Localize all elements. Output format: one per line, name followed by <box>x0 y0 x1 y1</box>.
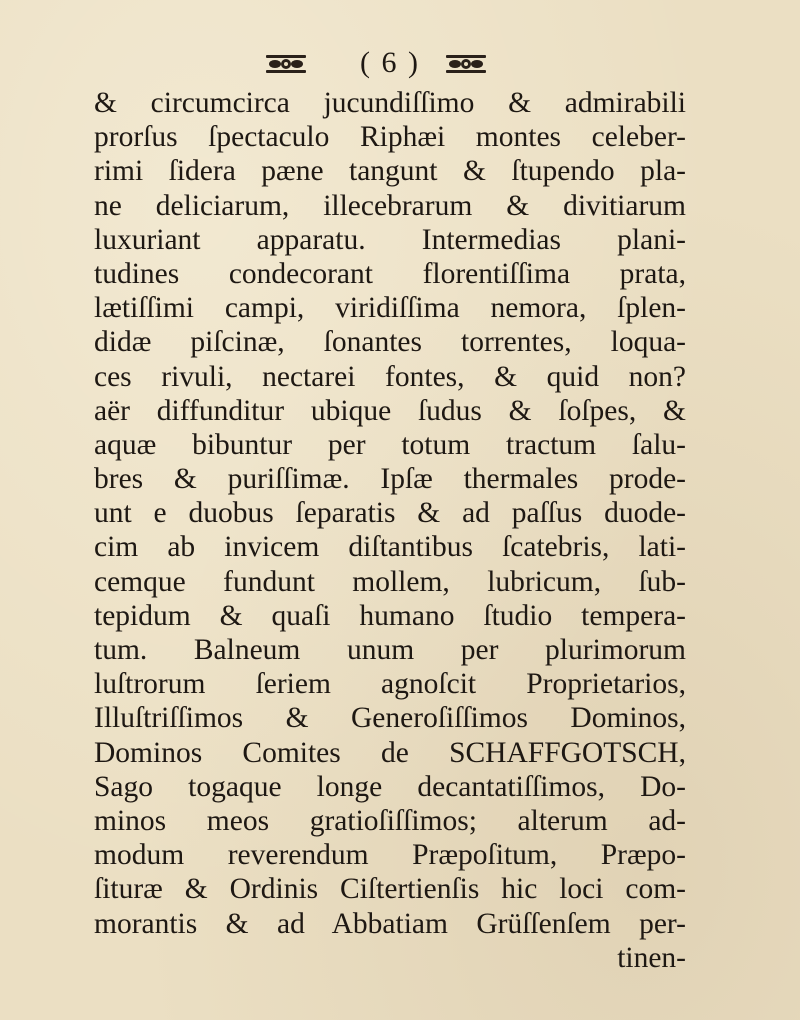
text-line: bres & puriſſimæ. Ipſæ thermales prode- <box>94 463 686 496</box>
text-line: didæ piſcinæ, ſonantes torrentes, loqua- <box>94 326 686 359</box>
text-line: Sago togaque longe decantatiſſimos, Do- <box>94 770 686 803</box>
catchword: tinen- <box>617 941 686 974</box>
text-line: tudines condecorant florentiſſima prata, <box>94 257 686 290</box>
text-line: aquæ bibuntur per totum tractum ſalu- <box>94 428 686 461</box>
text-line: cim ab invicem diſtantibus ſcatebris, lati- <box>94 531 686 564</box>
body-text <box>94 86 686 975</box>
text-line: rimi ſidera pæne tangunt & ſtupendo pla- <box>94 155 686 188</box>
text-line: lætiſſimi campi, viridiſſima nemora, ſplen- <box>94 292 686 325</box>
text-line: modum reverendum Præpoſitum, Præpo- <box>94 839 686 872</box>
text-line: Dominos Comites de SCHAFFGOTSCH, <box>94 736 686 769</box>
text-line: morantis & ad Abbatiam Grüſſenſem per- <box>94 907 686 940</box>
printer-ornament-icon <box>444 52 488 76</box>
text-line: & circumcirca jucundiſſimo & admirabili <box>94 87 686 119</box>
text-line: ne deliciarum, illecebrarum & divitiarum <box>94 189 686 222</box>
text-line: Illuſtriſſimos & Generoſiſſimos Dominos, <box>94 702 686 735</box>
text-line: ces rivuli, nectarei fontes, & quid non? <box>94 360 686 393</box>
text-line: minos meos gratioſiſſimos; alterum ad- <box>94 804 686 837</box>
text-line: tepidum & quaſi humano ſtudio tempera- <box>94 599 686 632</box>
text-line: cemque fundunt mollem, lubricum, ſub- <box>94 565 686 598</box>
printer-ornament-icon <box>264 52 308 76</box>
text-line: luxuriant apparatu. Intermedias plani- <box>94 223 686 256</box>
text-line: ſituræ & Ordinis Ciſtertienſis hic loci com- <box>94 873 686 906</box>
page-number: ( 6 ) <box>360 46 420 79</box>
text-line: luſtrorum ſeriem agnoſcit Proprietarios, <box>94 668 686 701</box>
text-line: tum. Balneum unum per plurimorum <box>94 634 686 666</box>
text-line: unt e duobus ſeparatis & ad paſſus duode- <box>94 497 686 530</box>
text-line: prorſus ſpectaculo Riphæi montes celeber- <box>94 121 686 154</box>
text-line: aër diffunditur ubique ſudus & ſoſpes, & <box>94 394 686 427</box>
page-header <box>0 46 800 86</box>
